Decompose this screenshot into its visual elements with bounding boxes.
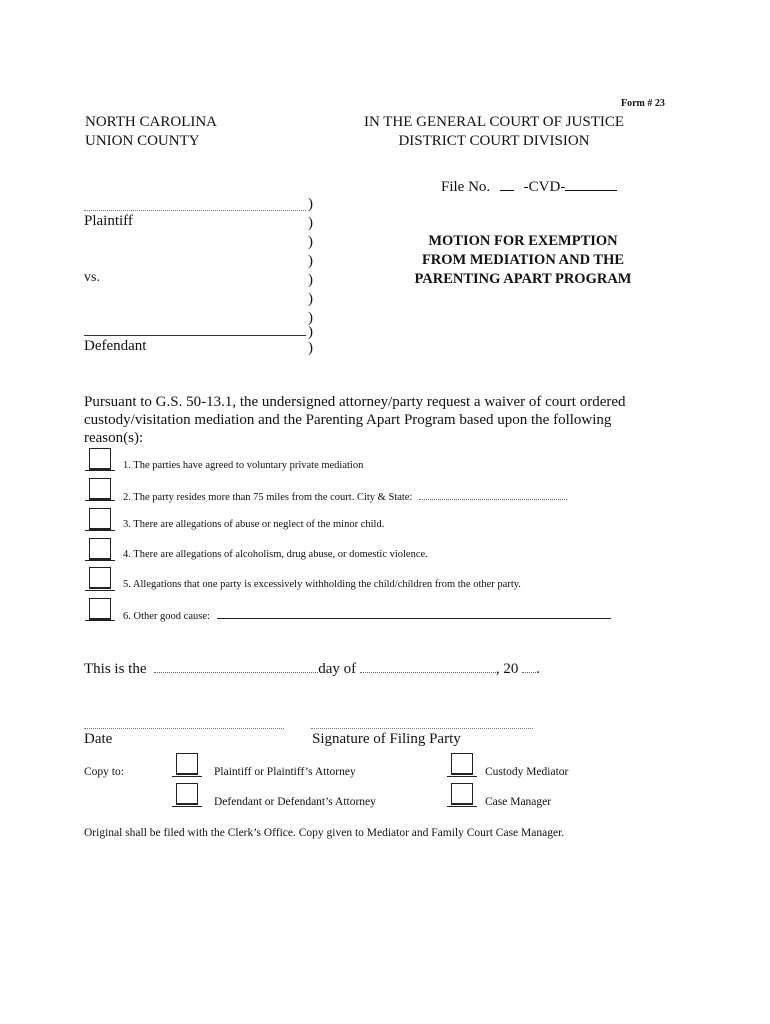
caption-paren: ) [308,234,313,250]
signature-label: Signature of Filing Party [312,731,461,747]
reason-3-checkbox[interactable] [89,508,111,530]
checkbox-baseline [85,500,115,501]
copy-case-manager-checkbox[interactable] [451,783,473,805]
plaintiff-name-line[interactable] [84,210,306,211]
day-field[interactable] [154,659,318,673]
signature-line[interactable] [311,728,533,729]
checkbox-baseline [85,590,115,591]
copy-plaintiff-label: Plaintiff or Plaintiff’s Attorney [214,766,356,778]
footer-note: Original shall be filed with the Clerk’s Office. Copy given to Mediator and Family Court Case Manager. [84,827,565,839]
date-line[interactable] [84,728,284,729]
defendant-label: Defendant [84,338,147,354]
defendant-name-line[interactable] [84,335,306,336]
caption-paren: ) [308,324,313,340]
caption-paren: ) [308,272,313,288]
reason-6-label: 6. Other good cause: [123,611,210,622]
caption-paren: ) [308,215,313,231]
plaintiff-label: Plaintiff [84,213,133,229]
file-number [441,177,617,196]
day-line [84,659,540,678]
day-line-prefix: This is the [84,661,147,677]
reason-2-text [123,489,567,503]
month-field[interactable] [360,659,496,673]
checkbox-baseline [172,776,202,777]
county-block [85,113,217,151]
file-number-field[interactable] [565,177,617,191]
form-number: Form # 23 [621,98,665,109]
year-prefix: , 20 [495,661,519,677]
caption-paren: ) [308,310,313,326]
checkbox-baseline [85,620,115,621]
checkbox-baseline [172,806,202,807]
document-title [397,232,649,289]
county-name: UNION COUNTY [85,133,200,149]
court-block [362,113,626,151]
reason-5-checkbox[interactable] [89,567,111,589]
caption-paren: ) [308,340,313,356]
checkbox-baseline [447,806,477,807]
reason-2-label: 2. The party resides more than 75 miles from the court. City & State: [123,492,413,503]
reason-6-text [123,608,611,622]
copy-defendant-label: Defendant or Defendant’s Attorney [214,796,376,808]
checkbox-baseline [85,560,115,561]
reason-6-checkbox[interactable] [89,598,111,620]
reason-4-checkbox[interactable] [89,538,111,560]
copy-mediator-label: Custody Mediator [485,766,569,778]
copy-to-label: Copy to: [84,766,124,778]
file-year-field[interactable] [500,177,514,191]
date-label: Date [84,731,113,747]
city-state-field[interactable] [419,489,567,500]
title-line-2: FROM MEDIATION AND THE [421,252,625,268]
court-division: DISTRICT COURT DIVISION [398,133,590,149]
copy-mediator-checkbox[interactable] [451,753,473,775]
caption-paren: ) [308,253,313,269]
vs-label: vs. [84,270,100,285]
title-line-1: MOTION FOR EXEMPTION [428,233,618,249]
caption-paren: ) [308,291,313,307]
checkbox-baseline [447,776,477,777]
checkbox-baseline [85,530,115,531]
caption-paren: ) [308,196,313,212]
title-line-3: PARENTING APART PROGRAM [414,271,632,287]
day-of-label: day of [318,661,357,677]
reason-3-text: 3. There are allegations of abuse or neglect of the minor child. [123,519,385,530]
other-cause-field[interactable] [217,608,611,619]
reason-1-checkbox[interactable] [89,448,111,470]
copy-plaintiff-checkbox[interactable] [176,753,198,775]
copy-defendant-checkbox[interactable] [176,783,198,805]
state-name: NORTH CAROLINA [85,114,218,130]
copy-case-manager-label: Case Manager [485,796,552,808]
court-name: IN THE GENERAL COURT OF JUSTICE [363,114,625,130]
day-line-period: . [536,661,540,677]
checkbox-baseline [85,470,115,471]
file-number-label: File No. [441,179,491,195]
reason-4-text: 4. There are allegations of alcoholism, drug abuse, or domestic violence. [123,549,428,560]
intro-paragraph: Pursuant to G.S. 50-13.1, the undersigned attorney/party request a waiver of court ordered custody/visitation mediation and the Parenting Apart Program based upon the following reason(s): [84,394,626,446]
file-number-mid: -CVD- [523,179,566,195]
year-field[interactable] [522,659,536,673]
reason-2-checkbox[interactable] [89,478,111,500]
reason-1-text: 1. The parties have agreed to voluntary private mediation [123,460,364,471]
reason-5-text: 5. Allegations that one party is excessively withholding the child/children from the other party. [123,579,521,590]
